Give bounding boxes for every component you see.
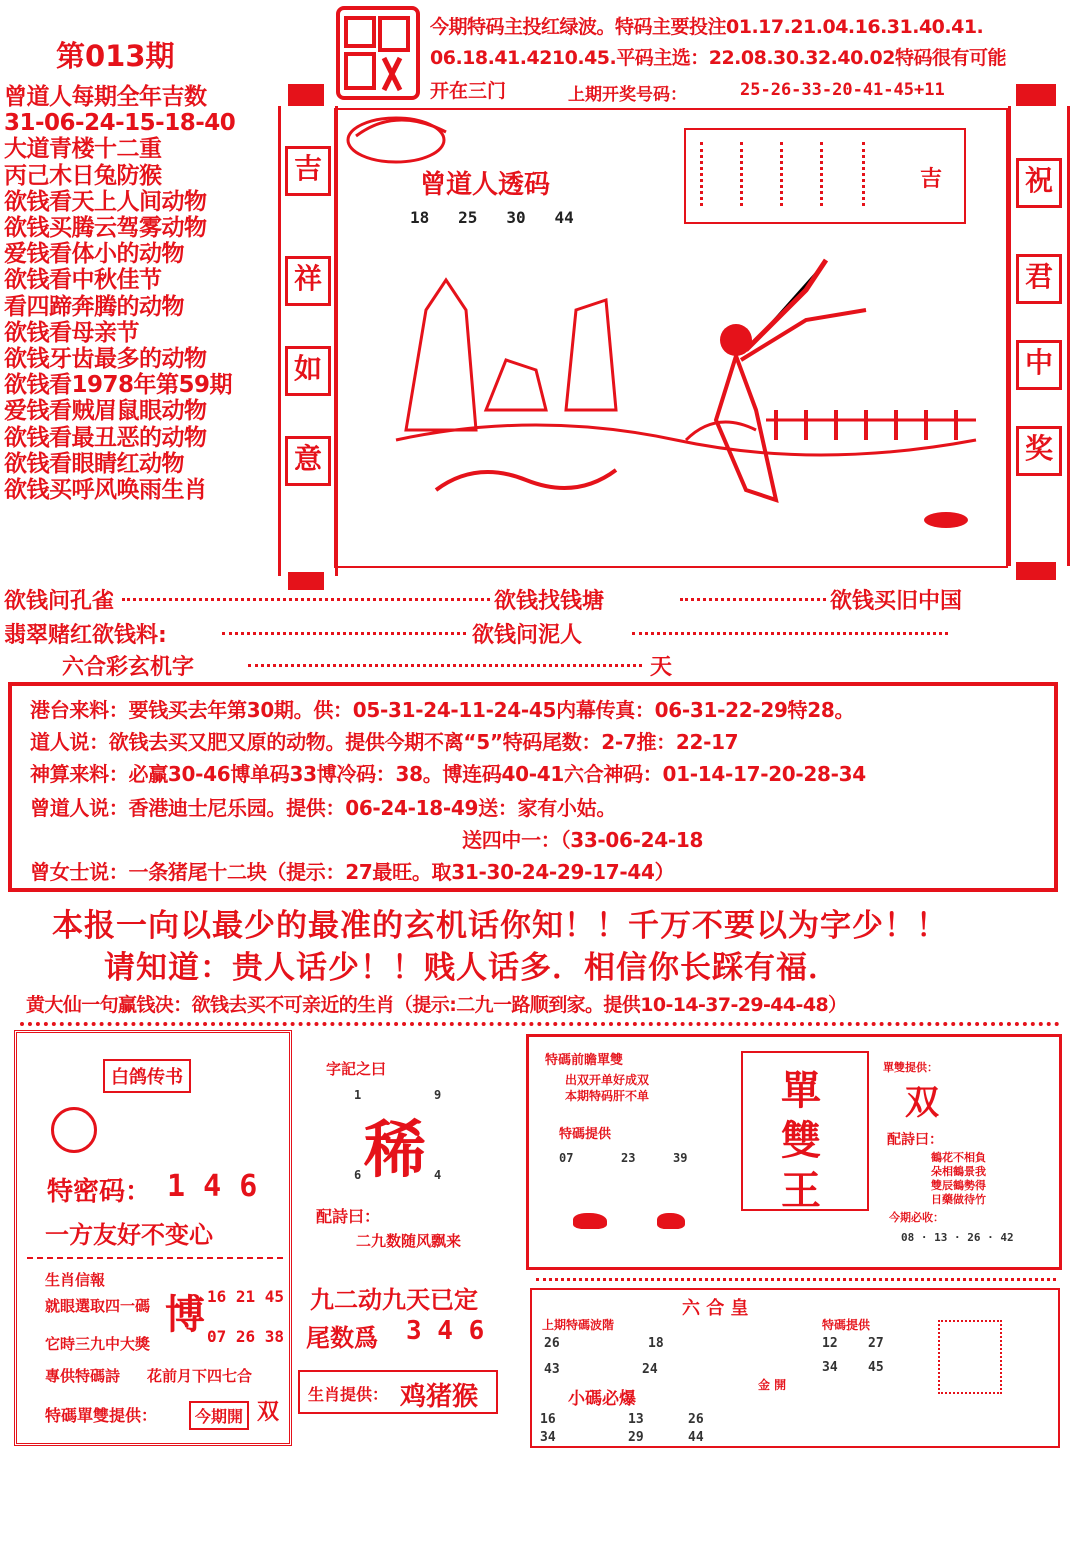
notice-line-1: 今期特码主投红绿波。特码主要投注01.17.21.04.16.31.40.41. xyxy=(430,16,984,38)
left-line: 曾道人每期全年吉数 xyxy=(4,84,207,110)
brt-tema-label: 特碼提供 xyxy=(559,1127,612,1142)
bottom-left-header: 白鸽传书 xyxy=(103,1059,191,1093)
info-row: 道人说：欲钱去买又肥又原的动物。提供今期不离“5”特码尾数：2-7推：22-17 xyxy=(30,730,739,754)
star-row-1-left: 欲钱问孔雀 xyxy=(4,589,115,614)
left-scroll-top xyxy=(288,84,324,106)
star-row-3-left: 六合彩玄机字 xyxy=(62,655,195,680)
mark-strip xyxy=(536,1278,1056,1281)
right-scroll xyxy=(1008,106,1070,566)
dragon-icon xyxy=(938,1320,1002,1394)
left-line: 丙己木日兔防猴 xyxy=(4,162,162,189)
bo-char: 博 xyxy=(165,1292,205,1338)
left-scroll-char: 祥 xyxy=(285,256,331,306)
notice-line-3: 开在三门 xyxy=(430,80,507,102)
corner-num: 4 xyxy=(434,1168,442,1182)
single-value: 双 xyxy=(905,1083,939,1123)
heart-label: 今期必收： xyxy=(889,1211,944,1224)
corner-num: 9 xyxy=(434,1088,442,1102)
left-line: 大道青楼十二重 xyxy=(4,136,162,163)
sx-line: 它時三九中大獎 xyxy=(45,1335,151,1353)
tema-label: 特密码： xyxy=(47,1177,152,1207)
shengxiao-header: 生肖信報 xyxy=(45,1271,106,1289)
poem-line: 朵相鶴景我 xyxy=(931,1165,986,1178)
last-draw-numbers: 25-26-33-20-41-45+11 xyxy=(740,80,945,100)
brt-num: 39 xyxy=(673,1151,688,1165)
left-line: 欲钱看眼睛红动物 xyxy=(4,450,184,477)
left-line: 欲钱看最丑恶的动物 xyxy=(4,424,207,451)
poem-corner-char: 吉 xyxy=(920,167,943,192)
brb-num: 29 xyxy=(628,1430,644,1445)
brb-last-label: 上期特碼波階 xyxy=(542,1318,615,1332)
left-line: 爱钱看贼眉鼠眼动物 xyxy=(4,398,207,425)
info-row: 曾道人说：香港迪士尼乐园。提供：06-24-18-49送：家有小姑。 xyxy=(30,796,617,820)
poem-line: 花前月下四七合 xyxy=(147,1367,253,1385)
picture-title: 曾道人透码 xyxy=(420,170,551,200)
poem-label: 配詩曰： xyxy=(887,1132,943,1148)
brb-num: 44 xyxy=(688,1430,704,1445)
odd-even-result: 双 xyxy=(257,1400,280,1425)
star-divider xyxy=(680,598,826,601)
last-draw-label: 上期开奖号码： xyxy=(568,85,687,105)
star-divider xyxy=(632,632,948,635)
right-scroll-bottom xyxy=(1016,562,1056,580)
left-line: 31-06-24-15-18-40 xyxy=(4,110,236,137)
star-divider xyxy=(222,632,466,635)
brb-num: 26 xyxy=(544,1336,560,1351)
notice-line-2: 06.18.41.4210.45.平码主选：22.08.30.32.40.02特码很有可能 xyxy=(430,47,1006,69)
left-scroll-char: 吉 xyxy=(285,146,331,196)
left-scroll-bottom xyxy=(288,572,324,590)
mid-poem-label: 配詩曰： xyxy=(316,1207,381,1226)
left-line: 欲钱买呼风唤雨生肖 xyxy=(4,477,207,504)
right-scroll-char: 奖 xyxy=(1016,426,1062,476)
brb-small-label: 小碼必爆 xyxy=(568,1389,636,1409)
wong-tai-sin-line: 黄大仙一句赢钱决：欲钱去买不可亲近的生肖（提示:二九一路顺到家。提供10-14-37-29-44-48） xyxy=(26,994,847,1016)
big-char: 稀 xyxy=(364,1113,427,1186)
brb-num: 12 xyxy=(822,1336,838,1351)
slogan-line-1: 本报一向以最少的最准的玄机话你知！！千万不要以为字少！！ xyxy=(52,908,948,944)
sx-value: 鸡猪猴 xyxy=(400,1382,479,1412)
right-scroll-char: 中 xyxy=(1016,340,1062,390)
left-scroll-char: 如 xyxy=(285,346,331,396)
picture-numbers: 18 25 30 44 xyxy=(410,208,574,227)
brb-num: 27 xyxy=(868,1336,884,1351)
star-row-2-mid: 欲钱问泥人 xyxy=(472,623,583,648)
brb-num: 34 xyxy=(822,1360,838,1375)
left-column xyxy=(4,84,276,503)
phrase: 一方友好不变心 xyxy=(45,1221,213,1249)
info-row: 神算来料：必赢30-46博单码33博冷码：38。博连码40-41六合神码：01-14-17-20-28-34 xyxy=(30,762,866,786)
corner-num: 1 xyxy=(354,1088,362,1102)
odd-even-label: 特碼單雙提供： xyxy=(45,1406,158,1425)
info-row: 曾女士说：一条猪尾十二块（提示：27最旺。取31-30-24-29-17-44） xyxy=(30,860,675,884)
tail-nums: 3 4 6 xyxy=(406,1316,485,1346)
brb-num: 45 xyxy=(868,1360,884,1375)
brb-mark-label: 金 開 xyxy=(758,1378,787,1392)
brt-num: 23 xyxy=(621,1151,636,1165)
bottom-right-top-panel xyxy=(526,1034,1062,1270)
poem-line: 鶴花不相負 xyxy=(931,1151,986,1164)
brb-num: 18 xyxy=(648,1336,664,1351)
ox-icon xyxy=(657,1213,685,1229)
left-line: 欲钱看天上人间动物 xyxy=(4,188,207,215)
bottom-mid-panel xyxy=(296,1044,518,1446)
odd-even-value: 今期開 xyxy=(189,1401,249,1430)
horse-icon xyxy=(573,1213,607,1229)
bo-nums-1: 16 21 45 xyxy=(207,1287,285,1306)
mid-header: 字記之曰 xyxy=(326,1060,387,1078)
bottom-left-panel xyxy=(14,1030,292,1446)
left-line: 看四蹄奔腾的动物 xyxy=(4,293,184,320)
pigeon-icon xyxy=(51,1107,97,1153)
sx-line: 專供特碼詩 xyxy=(45,1367,121,1385)
divider xyxy=(27,1257,283,1259)
mid-phrase: 九二动九天已定 xyxy=(310,1286,478,1314)
right-scroll-char: 君 xyxy=(1016,254,1062,304)
sx-label: 生肖提供： xyxy=(308,1385,389,1404)
star-row-1-right: 欲钱买旧中国 xyxy=(830,589,963,614)
brt-line: 本期特码肝不单 xyxy=(565,1089,650,1103)
info-box xyxy=(8,682,1058,892)
star-row-2-left: 翡翠赌红欲钱料: xyxy=(4,623,167,648)
brt-line: 出双开单好成双 xyxy=(565,1073,650,1087)
corner-num: 6 xyxy=(354,1168,362,1182)
tail-label: 尾数爲 xyxy=(306,1324,378,1352)
left-line: 爱钱看体小的动物 xyxy=(4,241,184,268)
bo-nums-2: 07 26 38 xyxy=(207,1327,285,1346)
right-scroll-top xyxy=(1016,84,1056,106)
sx-line: 就眼選取四一碼 xyxy=(45,1297,151,1315)
left-scroll xyxy=(278,106,338,576)
slogan-line-2: 请知道：贵人话少！！贱人话多．相信你长踩有福． xyxy=(104,950,840,986)
star-divider xyxy=(122,598,490,601)
left-line: 欲钱看1978年第59期 xyxy=(4,372,233,399)
brb-num: 43 xyxy=(544,1362,560,1377)
single-label: 單雙提供： xyxy=(883,1061,938,1074)
logo-seal xyxy=(336,6,420,100)
poem-line: 雙辰鶴勢得 xyxy=(931,1179,986,1192)
big-char: 雙 xyxy=(781,1118,821,1164)
brt-header: 特碼前瞻單雙 xyxy=(545,1053,624,1068)
decor-divider xyxy=(20,1022,1060,1026)
poem-line: 日藥做待竹 xyxy=(931,1193,986,1206)
right-scroll-char: 祝 xyxy=(1016,158,1062,208)
left-line: 欲钱牙齿最多的动物 xyxy=(4,346,207,373)
heart-nums: 08 · 13 · 26 · 42 xyxy=(901,1231,1014,1244)
left-scroll-char: 意 xyxy=(285,436,331,486)
star-row-3-right: 天 xyxy=(650,655,673,680)
brb-num: 34 xyxy=(540,1430,556,1445)
left-line: 欲钱看中秋佳节 xyxy=(4,267,162,294)
left-line: 欲钱买腾云驾雾动物 xyxy=(4,215,207,242)
poem-box xyxy=(684,128,966,224)
star-divider xyxy=(248,664,642,667)
left-line: 欲钱看母亲节 xyxy=(4,319,139,346)
mid-poem: 二九数随风飘来 xyxy=(356,1232,462,1250)
seal-icon xyxy=(340,10,416,96)
brb-num: 24 xyxy=(642,1362,658,1377)
star-row-1-mid: 欲钱找钱塘 xyxy=(494,589,605,614)
big-char-box xyxy=(741,1051,869,1214)
brb-num: 13 xyxy=(628,1412,644,1427)
brb-banner: 六 合 皇 xyxy=(682,1298,749,1319)
brb-special-label: 特碼提供 xyxy=(822,1318,871,1332)
brt-num: 07 xyxy=(559,1151,574,1165)
big-char: 王 xyxy=(781,1168,821,1214)
issue-number: 第013期 xyxy=(56,39,175,73)
big-char: 單 xyxy=(781,1068,821,1114)
bottom-right-bottom-panel xyxy=(530,1288,1060,1448)
brb-num: 26 xyxy=(688,1412,704,1427)
info-row: 送四中一：（33-06-24-18 xyxy=(462,828,704,852)
brb-num: 16 xyxy=(540,1412,556,1427)
tema-numbers: 1 4 6 xyxy=(167,1169,258,1204)
sx-box xyxy=(298,1370,498,1414)
info-row: 港台来料：要钱买去年第30期。供：05-31-24-11-24-45内幕传真：06-31-22-29特28。 xyxy=(30,698,855,722)
